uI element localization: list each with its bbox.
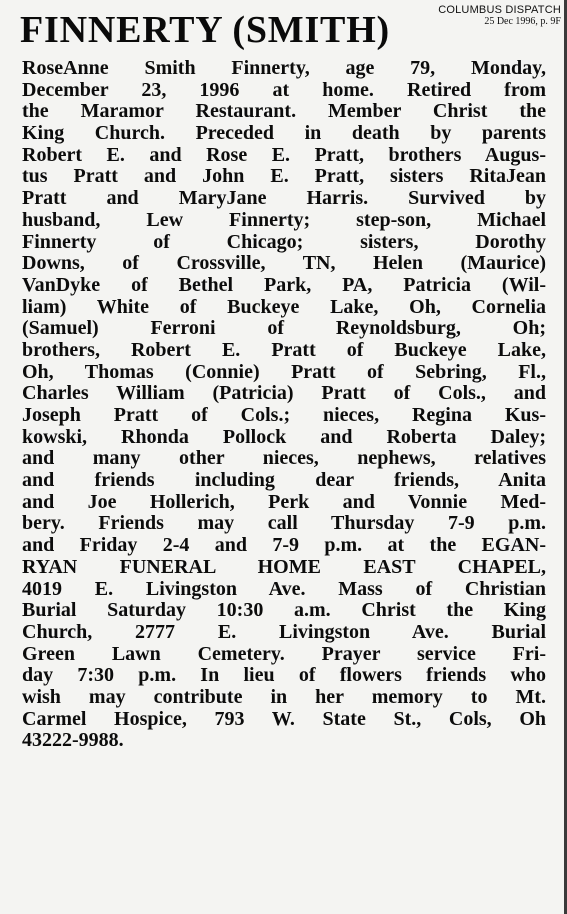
obituary-headline: FINNERTY (SMITH) — [20, 9, 391, 51]
obituary-line: Charles William (Patricia) Pratt of Cols., and — [22, 382, 546, 405]
obituary-line: December 23, 1996 at home. Retired from — [22, 78, 546, 101]
obituary-line: tus Pratt and John E. Pratt, sisters RitaJean — [22, 165, 546, 188]
obituary-line: Green Lawn Cemetery. Prayer service Fri- — [22, 642, 546, 665]
obituary-line: VanDyke of Bethel Park, PA, Patricia (Wil- — [22, 273, 546, 296]
obituary-line: Joseph Pratt of Cols.; nieces, Regina Kus- — [22, 404, 546, 426]
obituary-line: husband, Lew Finnerty; step-son, Michael — [22, 208, 546, 231]
obituary-line: Robert E. and Rose E. Pratt, brothers Augus- — [22, 143, 546, 166]
obituary-line: brothers, Robert E. Pratt of Buckeye Lake, — [22, 338, 546, 361]
obituary-line: and many other nieces, nephews, relatives — [22, 447, 546, 470]
obituary-line: liam) White of Buckeye Lake, Oh, Cornelia — [22, 295, 546, 318]
obituary-line: and Joe Hollerich, Perk and Vonnie Med- — [22, 490, 546, 513]
obituary-line: 4019 E. Livingston Ave. Mass of Christian — [22, 577, 546, 600]
obituary-line: 43222-9988. — [22, 729, 124, 752]
obituary-line: and friends including dear friends, Anita — [22, 469, 546, 492]
obituary-line: RYAN FUNERAL HOME EAST CHAPEL, — [22, 555, 546, 578]
obituary-line: wish may contribute in her memory to Mt. — [22, 685, 546, 708]
newspaper-name: COLUMBUS DISPATCH — [438, 4, 561, 16]
obituary-line: King Church. Preceded in death by parents — [22, 122, 546, 145]
obituary-body — [22, 58, 546, 752]
obituary-line: bery. Friends may call Thursday 7-9 p.m. — [22, 512, 546, 535]
obituary-line: day 7:30 p.m. In lieu of flowers friends who — [22, 664, 546, 687]
obituary-line: Burial Saturday 10:30 a.m. Christ the King — [22, 599, 546, 622]
source-citation — [438, 4, 561, 28]
obituary-line: Downs, of Crossville, TN, Helen (Maurice) — [22, 252, 546, 275]
obituary-line: and Friday 2-4 and 7-9 p.m. at the EGAN- — [22, 534, 546, 557]
obituary-line: Pratt and MaryJane Harris. Survived by — [22, 187, 546, 210]
publication-date-page: 25 Dec 1996, p. 9F — [484, 16, 561, 27]
obituary-line: the Maramor Restaurant. Member Christ the — [22, 100, 546, 123]
obituary-line: Church, 2777 E. Livingston Ave. Burial — [22, 620, 546, 643]
obituary-line: Carmel Hospice, 793 W. State St., Cols, Oh — [22, 707, 546, 730]
obituary-line: RoseAnne Smith Finnerty, age 79, Monday, — [22, 57, 546, 79]
obituary-line: Finnerty of Chicago; sisters, Dorothy — [22, 230, 546, 253]
obituary-line: kowski, Rhonda Pollock and Roberta Daley; — [22, 425, 546, 448]
obituary-line: Oh, Thomas (Connie) Pratt of Sebring, Fl., — [22, 360, 546, 383]
obituary-line: (Samuel) Ferroni of Reynoldsburg, Oh; — [22, 317, 546, 340]
